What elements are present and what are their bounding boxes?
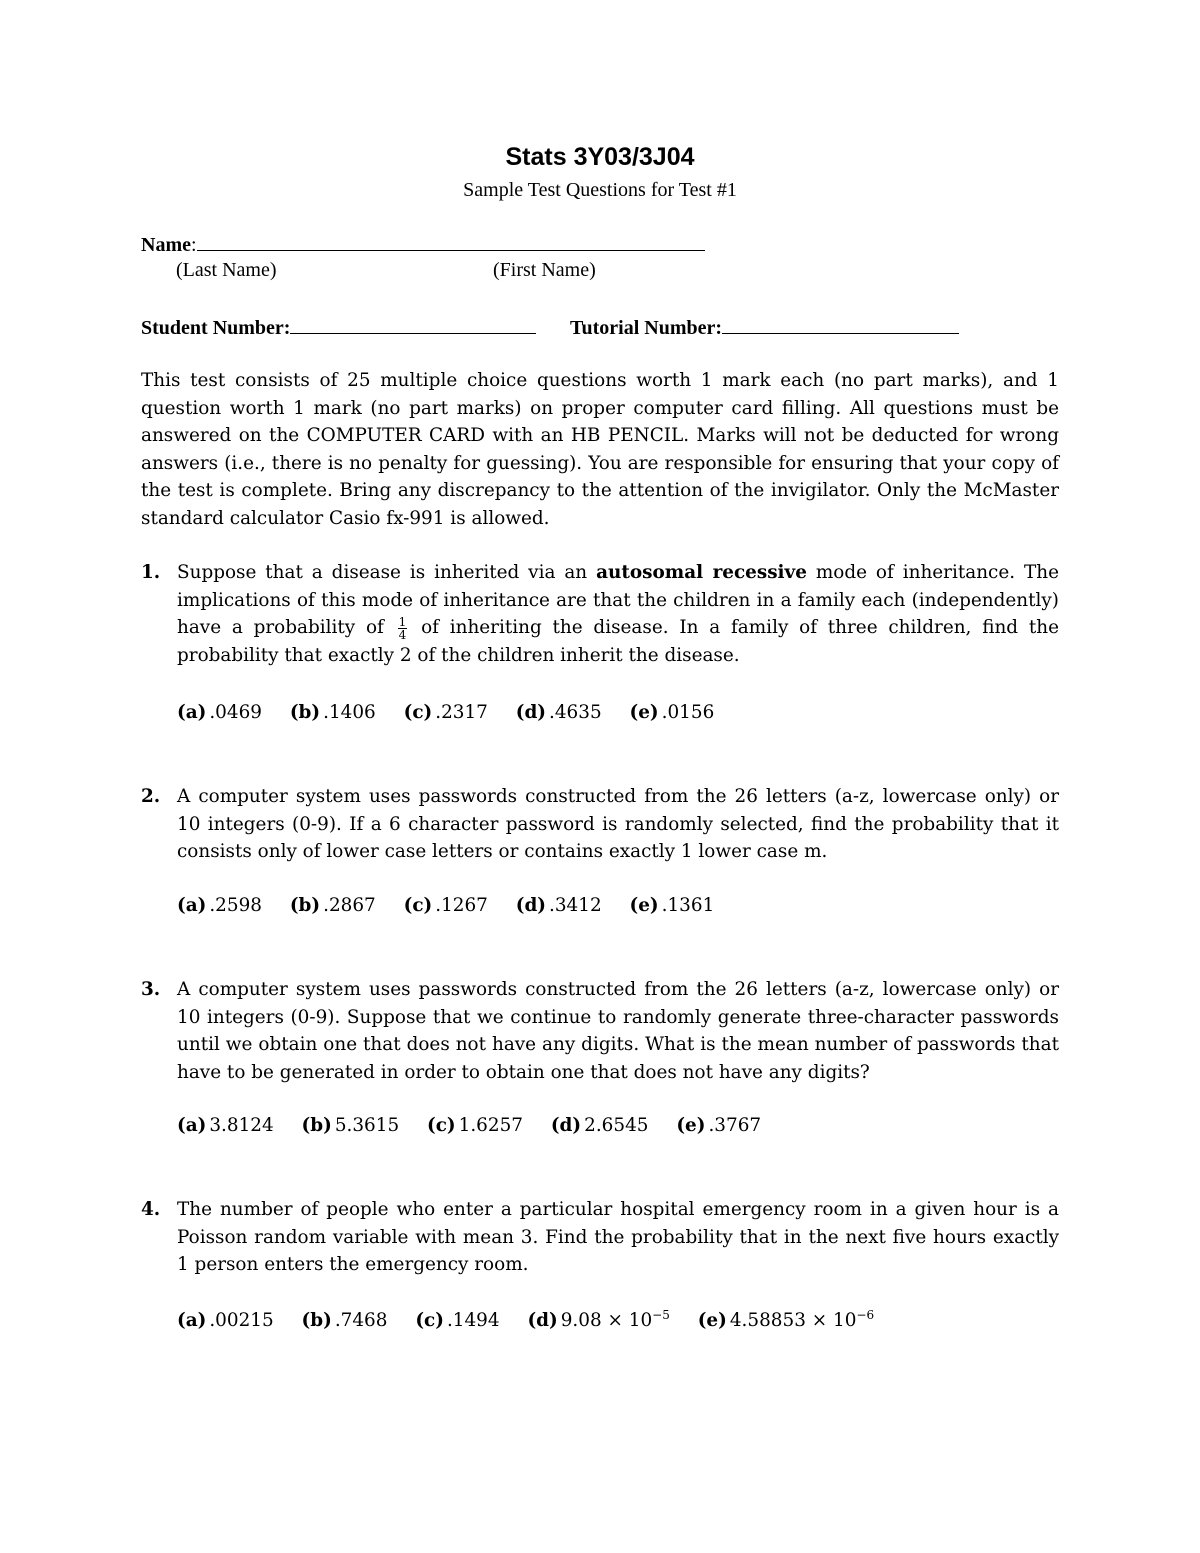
answer-choices (177, 1115, 783, 1136)
name-row (141, 232, 705, 257)
choice-label: (e) (629, 702, 659, 723)
question-number: 4. (141, 1199, 161, 1220)
choice-label: (e) (697, 1310, 727, 1332)
choice-a[interactable] (177, 1115, 274, 1136)
name-label: Name (141, 234, 191, 256)
fraction (398, 616, 408, 641)
fraction-denominator: 4 (398, 627, 407, 642)
choice-a[interactable] (177, 1310, 274, 1331)
choice-label: (a) (177, 895, 207, 916)
instructions-paragraph: This test consists of 25 multiple choice questions worth 1 mark each (no part marks), and 1 question worth 1 mark (no part marks) on proper computer card filling. All questions must be answered on the COMPUTER CARD with an HB PENCIL. Marks will not be deducted for wrong answers (i.e., there is no penalty for guessing). You are responsible for ensuring that your copy of the test is complete. Bring any discrepancy to the attention of the invigilator. Only the McMaster standard calculator Casio fx-991 is allowed. (141, 370, 1059, 529)
choice-e[interactable] (630, 702, 715, 723)
answer-choices (177, 702, 736, 723)
question-text: A computer system uses passwords constructed from the 26 letters (a-z, lowercase only) or 10 integers (0-9). Suppose that we continue to randomly generate three-character passwords until we obtain one that does not have any digits. What is the mean number of passwords that have to be generated in order to obtain one that does not have any digits? (177, 979, 1059, 1083)
choice-b[interactable] (302, 1115, 400, 1136)
student-number-label: Student Number: (141, 317, 291, 339)
choice-value: .1361 (661, 895, 715, 916)
choice-label: (e) (629, 895, 659, 916)
tutorial-number-label: Tutorial Number: (570, 317, 723, 339)
choice-a[interactable] (177, 702, 262, 723)
choice-label: (b) (289, 895, 321, 916)
choice-label: (a) (177, 1115, 207, 1136)
choice-d[interactable] (516, 702, 602, 723)
question-text-part: of inheriting the disease. In a family of three children, find the probability that exactly 2 of the children inherit the disease. (177, 617, 1059, 666)
choice-value: 1.6257 (458, 1115, 523, 1136)
choice-exponent: −5 (652, 1308, 670, 1322)
answer-choices (177, 895, 736, 916)
question-text: A computer system uses passwords constructed from the 26 letters (a-z, lowercase only) or 10 integers (0-9). If a 6 character password is randomly selected, find the probability that it consists only of lower case letters or contains exactly 1 lower case m. (177, 786, 1059, 863)
tutorial-number-field[interactable] (722, 315, 959, 334)
choice-value: .0469 (209, 702, 262, 723)
name-colon: : (190, 234, 197, 256)
choice-label: (b) (301, 1115, 332, 1136)
choice-label: (d) (527, 1310, 558, 1332)
choice-label: (d) (515, 895, 547, 916)
question-text-part: mode of inheritance. The implications of this mode of inheritance are that the children in a family each (independently) have a probability of (177, 562, 1059, 639)
choice-value: 5.3615 (334, 1115, 400, 1136)
choice-value: .7468 (334, 1310, 388, 1332)
choice-value: .2598 (209, 895, 262, 916)
choice-value: .3767 (708, 1115, 762, 1136)
question-number: 2. (141, 786, 161, 807)
page-title: Stats 3Y03/3J04 (505, 143, 695, 171)
choice-value: 3.8124 (209, 1115, 274, 1136)
question-text: The number of people who enter a particular hospital emergency room in a given hour is a Poisson random variable with mean 3. Find the probability that in the next five hours exactly 1 person enters the emergency room. (177, 1199, 1059, 1276)
choice-d[interactable] (551, 1115, 649, 1136)
choice-label: (c) (427, 1115, 456, 1136)
choice-label: (c) (403, 895, 433, 916)
choice-value: .4635 (549, 702, 602, 723)
choice-c[interactable] (404, 895, 488, 916)
answer-choices (177, 1308, 896, 1331)
choice-e[interactable] (630, 895, 715, 916)
question-text (177, 559, 1059, 669)
choice-b[interactable] (290, 895, 376, 916)
student-number-field[interactable] (290, 315, 536, 334)
choice-b[interactable] (302, 1310, 388, 1331)
choice-a[interactable] (177, 895, 262, 916)
question-number: 1. (141, 562, 161, 583)
choice-d[interactable] (527, 1308, 669, 1331)
choice-label: (c) (403, 702, 433, 723)
choice-value: .2317 (435, 702, 488, 723)
choice-label: (b) (289, 702, 321, 723)
student-number-row (141, 315, 536, 340)
choice-c[interactable] (415, 1310, 499, 1331)
choice-value: 9.08 × 10 (560, 1310, 653, 1332)
choice-value: 4.58853 × 10 (729, 1310, 857, 1332)
choice-label: (a) (177, 1310, 207, 1332)
choice-value: .00215 (209, 1310, 274, 1332)
question-text-emphasis: autosomal recessive (596, 562, 807, 583)
choice-value: .3412 (549, 895, 602, 916)
choice-label: (d) (550, 1115, 582, 1136)
choice-b[interactable] (290, 702, 376, 723)
choice-value: .1494 (446, 1310, 500, 1332)
question-number: 3. (141, 979, 161, 1000)
choice-label: (e) (676, 1115, 706, 1136)
last-name-label: (Last Name) (176, 259, 277, 281)
choice-e[interactable] (676, 1115, 761, 1136)
choice-label: (d) (515, 702, 547, 723)
question-text-part: Suppose that a disease is inherited via an (177, 562, 597, 583)
choice-label: (b) (301, 1310, 332, 1332)
choice-value: .2867 (323, 895, 376, 916)
name-field[interactable] (197, 232, 705, 251)
choice-c[interactable] (404, 702, 488, 723)
choice-c[interactable] (427, 1115, 523, 1136)
page-subtitle: Sample Test Questions for Test #1 (463, 179, 737, 201)
choice-e[interactable] (698, 1308, 874, 1331)
choice-label: (a) (177, 702, 207, 723)
choice-value: 2.6545 (584, 1115, 649, 1136)
choice-value: .1406 (323, 702, 376, 723)
choice-exponent: −6 (856, 1308, 875, 1322)
choice-value: .0156 (661, 702, 715, 723)
tutorial-number-row (570, 315, 959, 340)
choice-value: .1267 (435, 895, 488, 916)
choice-d[interactable] (516, 895, 602, 916)
fraction-numerator: 1 (398, 614, 407, 629)
first-name-label: (First Name) (493, 259, 596, 281)
choice-label: (c) (415, 1310, 444, 1332)
